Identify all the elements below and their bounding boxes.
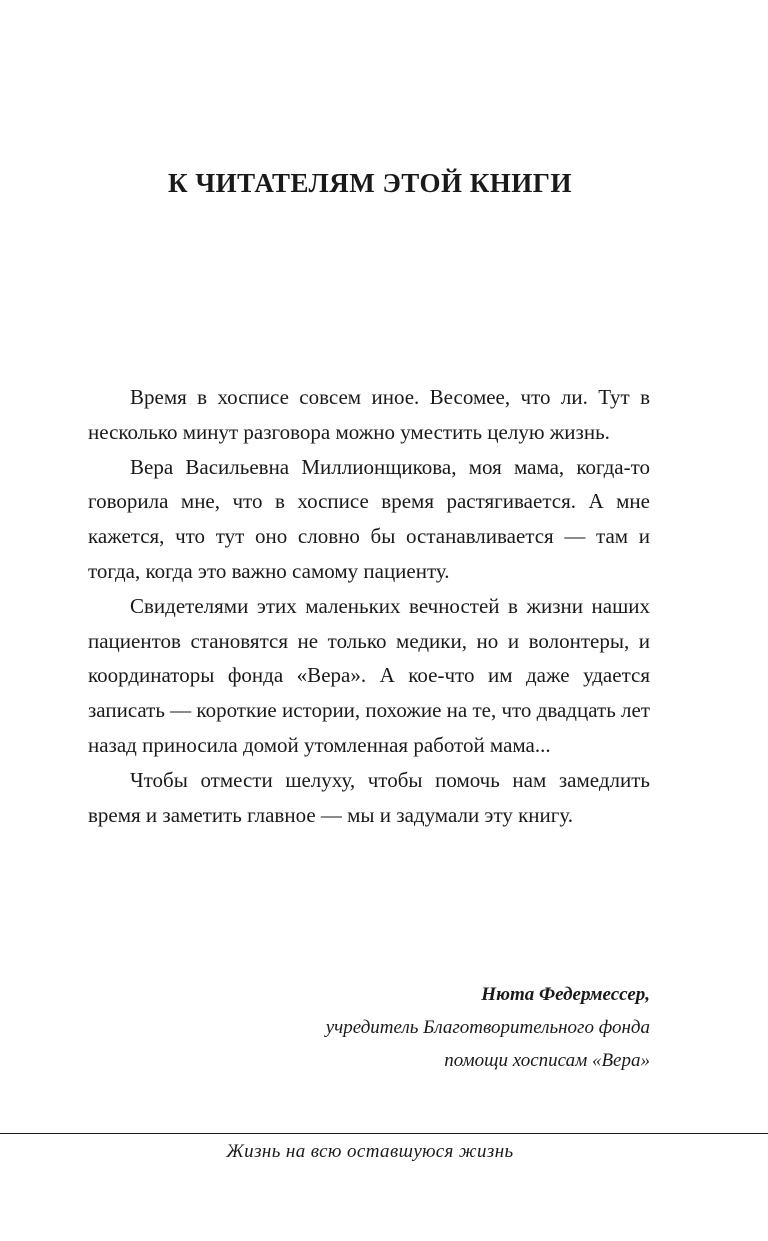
footer-divider xyxy=(0,1133,768,1134)
paragraph-4: Чтобы отмести шелуху, чтобы помочь нам замедлить время и заметить главное — мы и задумали эту книгу. xyxy=(88,767,650,827)
signature-role-line-1: учредитель Благотворительного фонда xyxy=(325,1017,650,1038)
signature-block xyxy=(88,978,650,1077)
page-title: К ЧИТАТЕЛЯМ ЭТОЙ КНИГИ xyxy=(168,168,572,198)
paragraph-2: Вера Васильевна Миллионщикова, моя мама, когда-то говорила мне, что в хосписе время растягивается. А мне кажется, что тут оно словно бы останавливается — там и тогда, когда это важно самому пациенту. xyxy=(88,454,650,583)
paragraph-1: Время в хосписе совсем иное. Весомее, что ли. Тут в несколько минут разговора можно уместить целую жизнь. xyxy=(88,385,650,444)
signature-role-line-2: помощи хосписам «Вера» xyxy=(444,1050,650,1071)
running-footer: Жизнь на всю оставшуюся жизнь xyxy=(226,1141,514,1162)
paragraph-3: Свидетелями этих маленьких вечностей в жизни наших пациентов становятся не только медики, но и волонтеры, и координаторы фонда «Вера». А кое-что им даже удается записать — короткие истории, похожие на те, что двадцать лет назад приносила домой утомленная работой мама... xyxy=(88,593,650,757)
signature-name: Нюта Федермессер, xyxy=(481,984,650,1005)
body-text xyxy=(88,380,650,832)
